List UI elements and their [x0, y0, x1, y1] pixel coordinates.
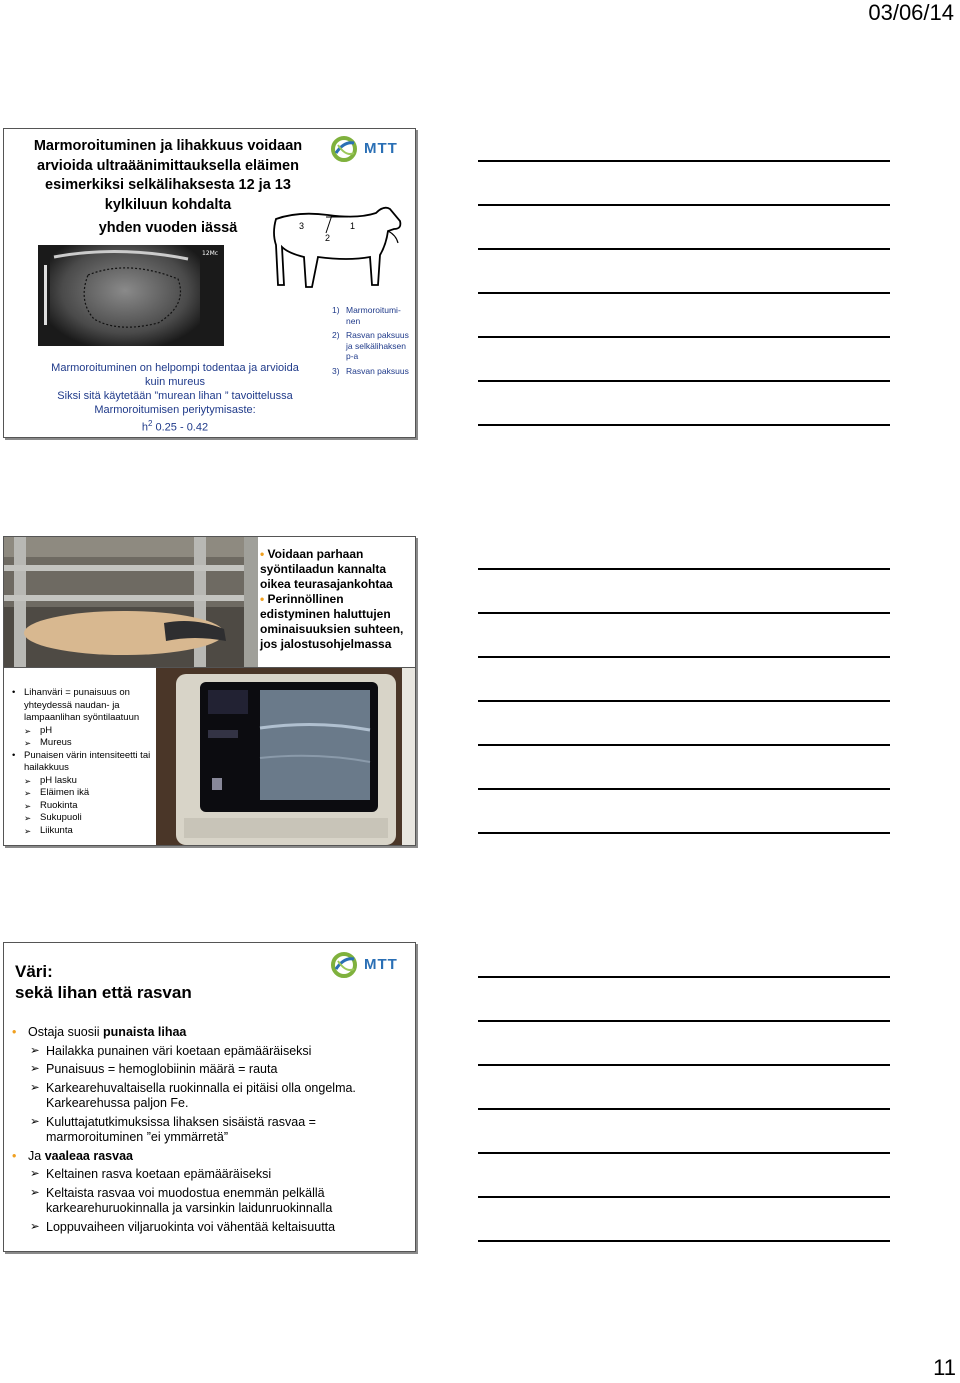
- note-line: [478, 568, 890, 570]
- left-subitem: ➢ pH: [24, 725, 160, 738]
- legend-text: Rasvan paksuus ja selkälihaksen p-a: [346, 330, 409, 361]
- top-bullet: [260, 592, 410, 652]
- sublist: [12, 1044, 408, 1146]
- bullet-icon: •: [12, 749, 16, 761]
- logo-text: MTT: [364, 140, 398, 157]
- note-line: [478, 612, 890, 614]
- sub-item: ➢ Keltainen rasva koetaan epämääräiseksi: [30, 1167, 408, 1183]
- title-line: sekä lihan että rasvan: [15, 983, 192, 1002]
- mtt-logo: [330, 133, 406, 167]
- note-line: [478, 788, 890, 790]
- bullet-text: Ja: [28, 1148, 45, 1163]
- slide-3: [3, 942, 416, 1252]
- bullet-icon: •: [260, 592, 265, 606]
- bullet-bold-text: vaaleaa rasvaa: [44, 1148, 133, 1163]
- slide-2-left-list: [12, 687, 160, 837]
- cattle-chute-photo: [4, 537, 258, 667]
- note-line: [478, 1196, 890, 1198]
- left-bullet: [12, 687, 160, 725]
- legend-text: Rasvan paksuus: [346, 365, 409, 376]
- sub-item: ➢ Kuluttajatutkimuksissa lihaksen sisäistä rasvaa = marmoroituminen ”ei ymmärretä”: [30, 1115, 408, 1146]
- title-line: kylkiluun kohdalta: [104, 196, 232, 213]
- top-bullet-text: Perinnöllinen edistyminen haluttujen ominaisuuksien suhteen, jos jalostusohjelmassa: [260, 592, 404, 651]
- note-line: [478, 380, 890, 382]
- title-line: Väri:: [15, 962, 53, 981]
- title-line: yhden vuoden iässä: [98, 220, 238, 236]
- legend-num: 1): [332, 305, 340, 315]
- legend-item: [332, 366, 414, 377]
- note-line: [478, 1064, 890, 1066]
- note-line: [478, 204, 890, 206]
- slide-2: [3, 536, 416, 846]
- sub-item: ➢ Karkearehuvaltaisella ruokinnalla ei pitäisi olla ongelma. Karkearehussa paljon Fe.: [30, 1081, 408, 1112]
- title-line: Marmoroituminen ja lihakkuus voidaan: [33, 138, 303, 154]
- mtt-logo: [330, 949, 406, 983]
- note-line: [478, 424, 890, 426]
- bullet-text: Ostaja suosii: [28, 1025, 104, 1039]
- bullet-bold-text: punaista lihaa: [103, 1025, 187, 1039]
- left-subitem: ➢ pH lasku: [24, 775, 160, 788]
- sub-item: ➢ Punaisuus = hemoglobiinin määrä = rauta: [30, 1062, 408, 1078]
- heritability-h: h: [141, 421, 148, 434]
- heritability-sup: 2: [148, 419, 153, 428]
- bullet-icon: •: [12, 1148, 17, 1163]
- title-line: esimerkiksi selkälihaksesta 12 ja 13: [45, 177, 291, 193]
- top-bullet: [260, 547, 410, 592]
- legend-num: 2): [332, 330, 340, 340]
- logo-text: MTT: [364, 956, 398, 973]
- note-line: [478, 656, 890, 658]
- left-subitem: ➢ Liikunta: [24, 825, 160, 838]
- cow-label-2: 2: [325, 233, 331, 243]
- slide-2-top-bullets: [260, 547, 410, 652]
- bullet-icon: •: [12, 1025, 17, 1039]
- note-line: [478, 1152, 890, 1154]
- svg-text:12Mc: 12Mc: [202, 250, 219, 257]
- legend-list: [332, 305, 414, 376]
- note-line: [478, 336, 890, 338]
- left-bullet-text: Punaisen värin intensiteetti tai hailakkuus: [24, 749, 151, 773]
- bullet-icon: •: [12, 687, 16, 698]
- sub-item: ➢ Hailakka punainen väri koetaan epämääräiseksi: [30, 1044, 408, 1060]
- legend-item: [332, 330, 414, 362]
- ultrasound-monitor-photo: [156, 668, 415, 845]
- slide-1: [3, 128, 416, 438]
- left-sublist: [12, 775, 160, 838]
- heritability: [12, 417, 338, 435]
- left-sublist: [12, 725, 160, 750]
- heritability-value: 0.25 - 0.42: [152, 421, 209, 434]
- sublist: [12, 1167, 408, 1235]
- page-date: 03/06/14: [868, 0, 954, 25]
- note-line: [478, 976, 890, 978]
- caption-line: Siksi sitä käytetään ”murean lihan ” tavoittelussa: [57, 390, 293, 402]
- cow-label-1: 1: [350, 221, 356, 231]
- left-bullet: [12, 750, 160, 775]
- left-subitem: ➢ Mureus: [24, 737, 160, 750]
- top-bullet-text: Voidaan parhaan syöntilaadun kannalta oikea teurasajankohtaa: [260, 547, 393, 591]
- note-line: [478, 292, 890, 294]
- monitor-photo-icon: [156, 668, 415, 845]
- slide-1-caption: [12, 361, 338, 435]
- note-line: [478, 1108, 890, 1110]
- main-bullet: [12, 1025, 408, 1041]
- legend-item: [332, 305, 414, 326]
- ultrasound-image: [38, 245, 224, 346]
- ultrasound-scan-icon: [38, 245, 224, 346]
- bullet-icon: •: [260, 547, 265, 561]
- left-subitem: ➢ Eläimen ikä: [24, 787, 160, 800]
- cattle-photo-icon: [4, 537, 258, 667]
- main-bullet: [12, 1149, 408, 1165]
- title-line: arvioida ultraäänimittauksella eläimen: [37, 157, 299, 174]
- sub-item: ➢ Loppuvaiheen viljaruokinta voi vähentää keltaisuutta: [30, 1220, 408, 1236]
- note-line: [478, 700, 890, 702]
- left-subitem: ➢ Ruokinta: [24, 800, 160, 813]
- legend-text: Marmoroitumi-nen: [346, 305, 401, 326]
- note-line: [478, 248, 890, 250]
- note-line: [478, 1020, 890, 1022]
- cow-label-3: 3: [299, 221, 305, 231]
- note-line: [478, 1240, 890, 1242]
- left-bullet-text: Lihanväri = punaisuus on yhteydessä naudan- ja lampaanlihan syöntilaatuun: [24, 687, 140, 723]
- caption-line: Marmoroitumisen periytymisaste:: [94, 404, 256, 416]
- slide-3-body: [12, 1025, 408, 1235]
- legend-num: 3): [332, 365, 340, 376]
- note-line: [478, 744, 890, 746]
- caption-line: kuin mureus: [145, 376, 205, 388]
- sub-item: ➢ Keltaista rasvaa voi muodostua enemmän pelkällä karkearehuruokinnalla ja varsinkin laidunruokinnalla: [30, 1186, 408, 1217]
- note-line: [478, 160, 890, 162]
- caption-line: Marmoroituminen on helpompi todentaa ja arvioida: [51, 362, 299, 374]
- page-number: 11: [933, 1355, 956, 1380]
- slide-3-title: [15, 961, 192, 1003]
- left-subitem: ➢ Sukupuoli: [24, 812, 160, 825]
- cow-diagram: [268, 199, 408, 295]
- note-line: [478, 832, 890, 834]
- cow-outline-icon: [268, 199, 408, 295]
